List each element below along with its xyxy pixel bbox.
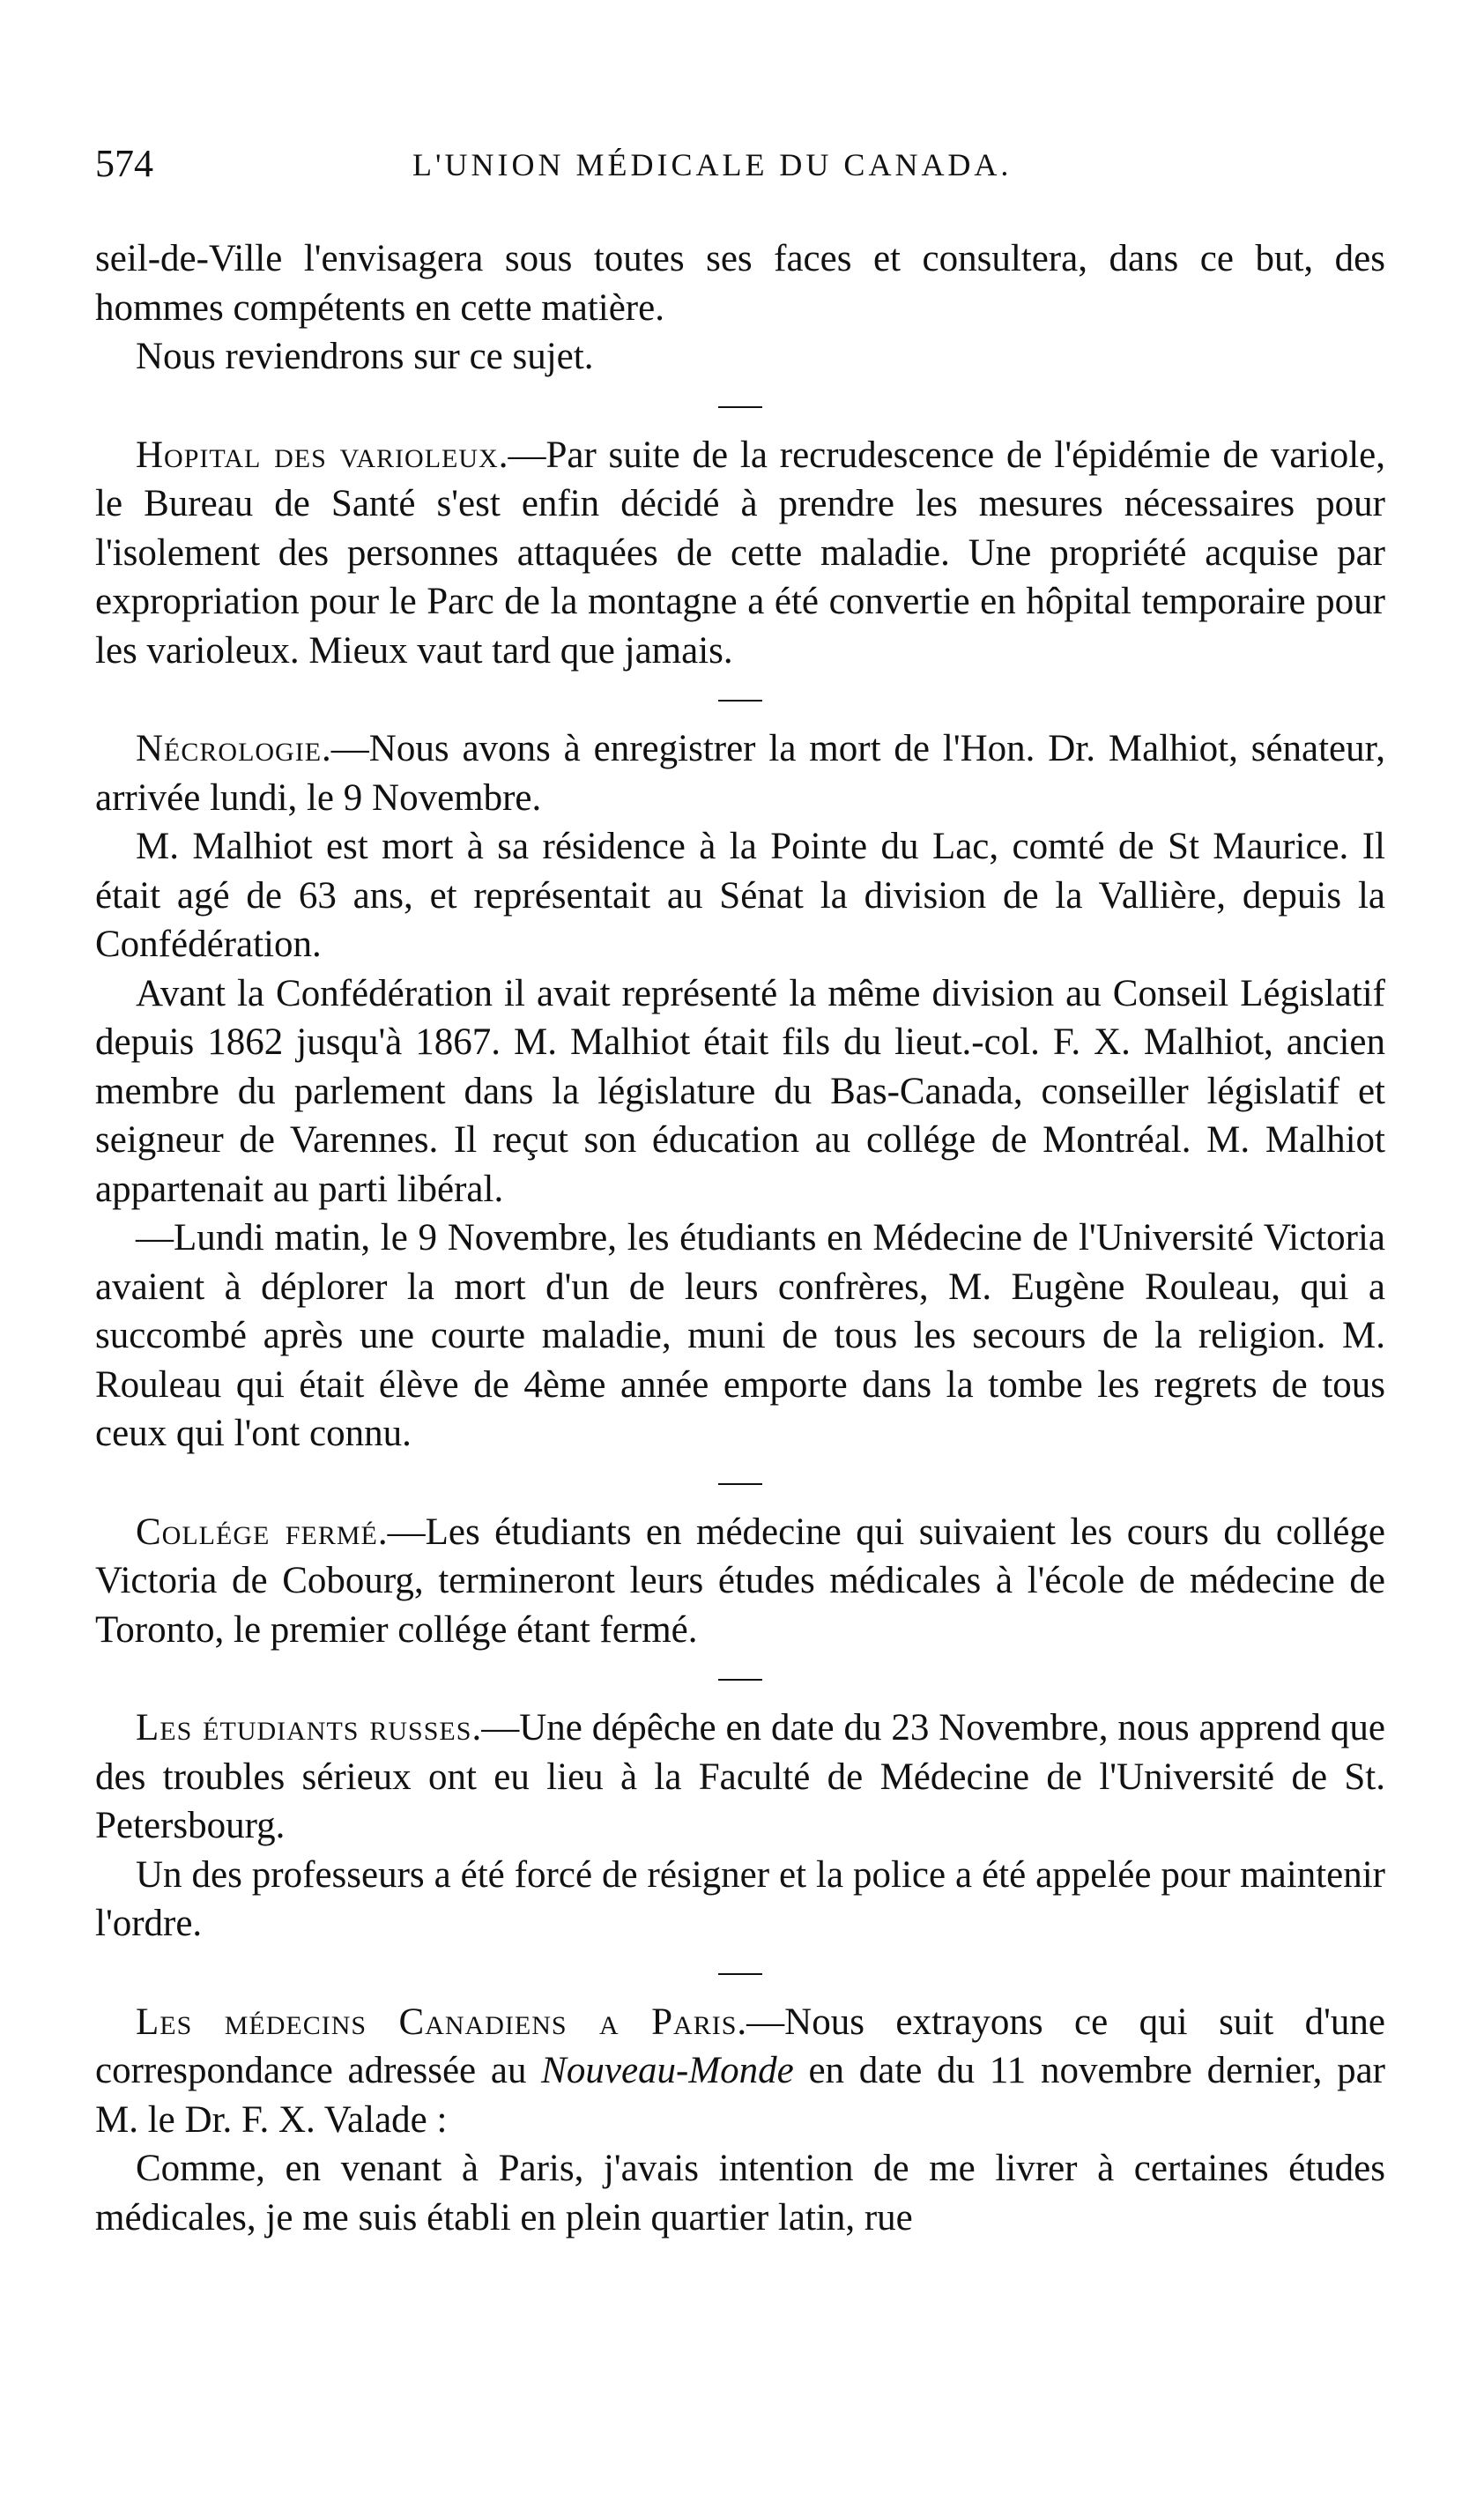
- section-text-necrologie: .—Nous avons à enregistrer la mort de l'Hon. Dr. Malhiot, sénateur, arrivée lundi, le 9 Novembre.: [95, 728, 1385, 819]
- paragraph-professeurs: Un des professeurs a été forcé de résigner et la police a été appelée pour maintenir l'ordre.: [95, 1853, 1385, 1944]
- article-body: [95, 234, 1385, 2242]
- paragraph-college-ferme: [95, 1508, 1385, 1655]
- paragraph-continuation: seil-de-Ville l'envisagera sous toutes ses faces et consultera, dans ce but, des hommes compétents en cette matière.: [95, 238, 1385, 329]
- paragraph-rouleau: —Lundi matin, le 9 Novembre, les étudiants en Médecine de l'Université Victoria avaient à déplorer la mort d'un de leurs confrères, M. Eugène Rouleau, qui a succombé après une courte maladie, muni de tous les secours de la religion. M. Rouleau qui était élève de 4ème année emporte dans la tombe les regrets de tous ceux qui l'ont connu.: [95, 1217, 1385, 1454]
- section-heading-russes: Les étudiants russes: [136, 1707, 472, 1748]
- section-heading-hopital: Hopital des varioleux: [136, 434, 499, 476]
- section-heading-necrologie: Nécrologie: [136, 728, 323, 769]
- running-head: [95, 141, 1385, 203]
- paragraph-malhiot-career: Avant la Confédération il avait représenté la même division au Conseil Législatif depuis 1862 jusqu'à 1867. M. Malhiot était fils du lieut.-col. F. X. Malhiot, ancien membre du parlement dans la législature du Bas-Canada, conseiller législatif et seigneur de Varennes. Il reçut son éducation au collége de Montréal. M. Malhiot appartenait au parti libéral.: [95, 972, 1385, 1210]
- section-text-hopital: .—Par suite de la recrudescence de l'épidémie de variole, le Bureau de Santé s'est enfin décidé à prendre les mesures nécessaires pour l'isolement des personnes attaquées de cette maladie. Une propriété acquise par expropriation pour le Parc de la montagne a été convertie en hôpital temporaire pour les varioleux. Mieux vaut tard que jamais.: [95, 434, 1386, 672]
- paragraph-hopital: [95, 431, 1385, 676]
- section-divider: [718, 700, 762, 702]
- section-heading-college: Collége fermé: [136, 1511, 378, 1553]
- section-text-paris-2: en date du 11 novembre dernier, par M. le Dr. F. X. Valade :: [95, 2050, 1386, 2141]
- newspaper-title: Nouveau-Monde: [541, 2050, 794, 2091]
- section-heading-paris: Les médecins Canadiens a Paris: [136, 2001, 738, 2043]
- section-divider: [718, 406, 762, 408]
- journal-title: L'UNION MÉDICALE DU CANADA.: [412, 147, 1013, 182]
- section-divider: [718, 1679, 762, 1681]
- section-divider: [718, 1483, 762, 1485]
- paragraph-necrologie: [95, 724, 1385, 822]
- paragraph-malhiot-death: M. Malhiot est mort à sa résidence à la Pointe du Lac, comté de St Maurice. Il était agé de 63 ans, et représentait au Sénat la division de la Vallière, depuis la Confédération.: [95, 826, 1385, 965]
- section-divider: [718, 1973, 762, 1975]
- paragraph-note: Nous reviendrons sur ce sujet.: [136, 336, 594, 377]
- paragraph-quotation: Comme, en venant à Paris, j'avais intention de me livrer à certaines études médicales, je me suis établi en plein quartier latin, rue: [95, 2148, 1385, 2238]
- section-text-paris-1: .—Nous extrayons ce qui suit d'une correspondance adressée au: [95, 2001, 1385, 2091]
- paragraph-medecins-paris: [95, 1998, 1385, 2145]
- paragraph-etudiants-russes: [95, 1704, 1385, 1851]
- section-text-russes: .—Une dépêche en date du 23 Novembre, nous apprend que des troubles sérieux ont eu lieu à la Faculté de Médecine de l'Université de St. Petersbourg.: [95, 1707, 1386, 1846]
- page-number: 574: [95, 142, 153, 185]
- section-text-college: .—Les étudiants en médecine qui suivaient les cours du collége Victoria de Cobourg, termineront leurs études médicales à l'école de médecine de Toronto, le premier collége étant fermé.: [95, 1511, 1385, 1651]
